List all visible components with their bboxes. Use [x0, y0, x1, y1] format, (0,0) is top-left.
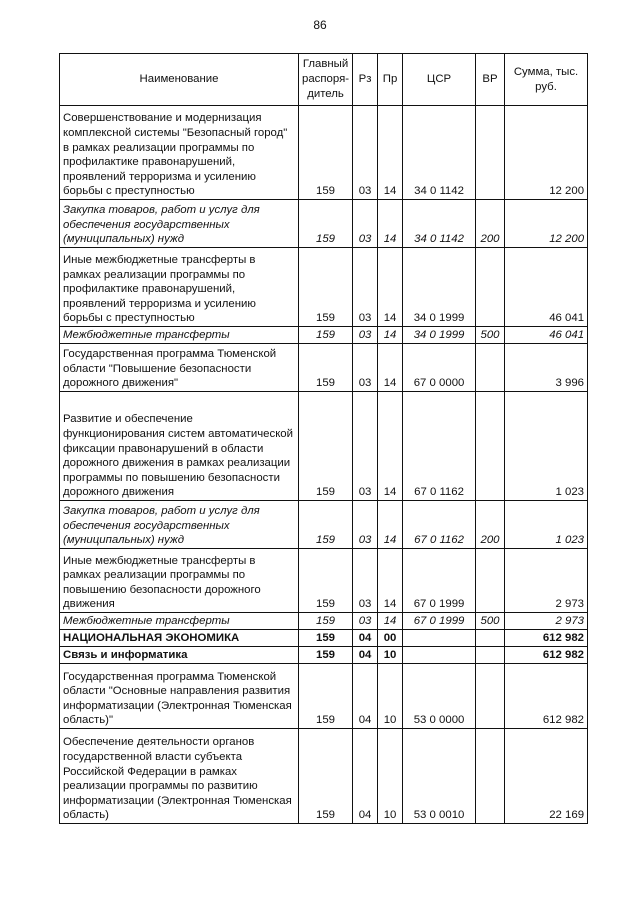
row-pr: 14 — [378, 549, 403, 613]
row-rz: 04 — [353, 664, 378, 729]
row-rz: 04 — [353, 647, 378, 664]
row-name: Связь и информатика — [60, 647, 299, 664]
table-row — [60, 392, 588, 501]
row-vr — [476, 344, 505, 392]
header-csr: ЦСР — [403, 54, 476, 106]
table-row — [60, 729, 588, 824]
row-rz: 03 — [353, 106, 378, 200]
row-rz: 03 — [353, 248, 378, 327]
table-row — [60, 501, 588, 549]
table-row — [60, 248, 588, 327]
row-csr: 67 0 1162 — [403, 392, 476, 501]
row-manager: 159 — [299, 392, 353, 501]
row-name: Государственная программа Тюменской области "Повышение безопасности дорожного движения" — [60, 344, 299, 392]
table-row — [60, 549, 588, 613]
row-csr: 34 0 1142 — [403, 106, 476, 200]
row-pr: 14 — [378, 613, 403, 630]
row-csr: 67 0 1162 — [403, 501, 476, 549]
header-manager: Главный распоря-дитель — [299, 54, 353, 106]
header-sum: Сумма, тыс. руб. — [505, 54, 588, 106]
row-vr: 500 — [476, 613, 505, 630]
row-vr — [476, 647, 505, 664]
row-manager: 159 — [299, 630, 353, 647]
row-sum: 12 200 — [505, 200, 588, 248]
table-row — [60, 327, 588, 344]
row-manager: 159 — [299, 664, 353, 729]
row-manager: 159 — [299, 501, 353, 549]
row-rz: 03 — [353, 392, 378, 501]
row-sum: 1 023 — [505, 392, 588, 501]
page-number: 86 — [313, 18, 327, 32]
row-csr: 67 0 1999 — [403, 549, 476, 613]
row-pr: 14 — [378, 392, 403, 501]
row-csr: 53 0 0000 — [403, 664, 476, 729]
row-sum: 22 169 — [505, 729, 588, 824]
row-name: Межбюджетные трансферты — [60, 613, 299, 630]
header-rz: Рз — [353, 54, 378, 106]
row-vr — [476, 248, 505, 327]
row-sum: 46 041 — [505, 327, 588, 344]
row-name: Закупка товаров, работ и услуг для обеспечения государственных (муниципальных) нужд — [60, 200, 299, 248]
row-sum: 46 041 — [505, 248, 588, 327]
row-sum: 3 996 — [505, 344, 588, 392]
row-pr: 00 — [378, 630, 403, 647]
row-rz: 04 — [353, 729, 378, 824]
row-name: Иные межбюджетные трансферты в рамках реализации программы по повышению безопасности дорожного движения — [60, 549, 299, 613]
row-sum: 12 200 — [505, 106, 588, 200]
row-manager: 159 — [299, 248, 353, 327]
row-vr — [476, 392, 505, 501]
row-vr — [476, 630, 505, 647]
row-sum: 1 023 — [505, 501, 588, 549]
row-csr: 34 0 1999 — [403, 327, 476, 344]
row-pr: 14 — [378, 248, 403, 327]
header-pr: Пр — [378, 54, 403, 106]
row-csr: 67 0 0000 — [403, 344, 476, 392]
table-row — [60, 647, 588, 664]
row-pr: 14 — [378, 200, 403, 248]
row-name: Совершенствование и модернизация комплексной системы "Безопасный город" в рамках реализации программы по профилактике правонарушений, проявлений терроризма и усилению борьбы с преступностью — [60, 106, 299, 200]
row-vr: 200 — [476, 501, 505, 549]
row-name: Обеспечение деятельности органов государственной власти субъекта Российской Федерации в рамках реализации программы по развитию информатизации (Электронная Тюменская область) — [60, 729, 299, 824]
table-row — [60, 200, 588, 248]
row-name: Развитие и обеспечение функционирования систем автоматической фиксации правонарушений в области дорожного движения в рамках реализации программы по повышению безопасности дорожного движения — [60, 392, 299, 501]
row-pr: 14 — [378, 501, 403, 549]
row-sum: 612 982 — [505, 664, 588, 729]
row-pr: 10 — [378, 729, 403, 824]
row-rz: 03 — [353, 613, 378, 630]
row-manager: 159 — [299, 647, 353, 664]
row-rz: 03 — [353, 549, 378, 613]
table-row — [60, 630, 588, 647]
row-vr: 200 — [476, 200, 505, 248]
row-sum: 612 982 — [505, 630, 588, 647]
row-pr: 14 — [378, 106, 403, 200]
row-csr: 34 0 1999 — [403, 248, 476, 327]
row-name: Закупка товаров, работ и услуг для обеспечения государственных (муниципальных) нужд — [60, 501, 299, 549]
row-vr — [476, 729, 505, 824]
row-rz: 03 — [353, 200, 378, 248]
row-csr — [403, 647, 476, 664]
row-manager: 159 — [299, 106, 353, 200]
row-pr: 14 — [378, 327, 403, 344]
row-manager: 159 — [299, 327, 353, 344]
row-manager: 159 — [299, 344, 353, 392]
table-row — [60, 344, 588, 392]
header-name: Наименование — [60, 54, 299, 106]
row-manager: 159 — [299, 549, 353, 613]
row-manager: 159 — [299, 200, 353, 248]
row-sum: 2 973 — [505, 549, 588, 613]
row-vr — [476, 106, 505, 200]
row-vr — [476, 549, 505, 613]
row-name: Иные межбюджетные трансферты в рамках реализации программы по профилактике правонарушений, проявлений терроризма и усилению борьбы с преступностью — [60, 248, 299, 327]
row-csr — [403, 630, 476, 647]
header-vr: ВР — [476, 54, 505, 106]
row-vr — [476, 664, 505, 729]
row-rz: 04 — [353, 630, 378, 647]
budget-table — [59, 53, 588, 824]
row-name: Межбюджетные трансферты — [60, 327, 299, 344]
table-row — [60, 106, 588, 200]
table-row — [60, 664, 588, 729]
row-rz: 03 — [353, 344, 378, 392]
row-pr: 10 — [378, 647, 403, 664]
row-name: НАЦИОНАЛЬНАЯ ЭКОНОМИКА — [60, 630, 299, 647]
row-sum: 2 973 — [505, 613, 588, 630]
row-pr: 10 — [378, 664, 403, 729]
row-rz: 03 — [353, 501, 378, 549]
row-csr: 34 0 1142 — [403, 200, 476, 248]
row-csr: 67 0 1999 — [403, 613, 476, 630]
row-rz: 03 — [353, 327, 378, 344]
row-csr: 53 0 0010 — [403, 729, 476, 824]
table-row — [60, 613, 588, 630]
row-sum: 612 982 — [505, 647, 588, 664]
header-row — [60, 54, 588, 106]
row-name: Государственная программа Тюменской области "Основные направления развития информатизации (Электронная Тюменская область)" — [60, 664, 299, 729]
row-vr: 500 — [476, 327, 505, 344]
row-manager: 159 — [299, 729, 353, 824]
row-manager: 159 — [299, 613, 353, 630]
row-pr: 14 — [378, 344, 403, 392]
